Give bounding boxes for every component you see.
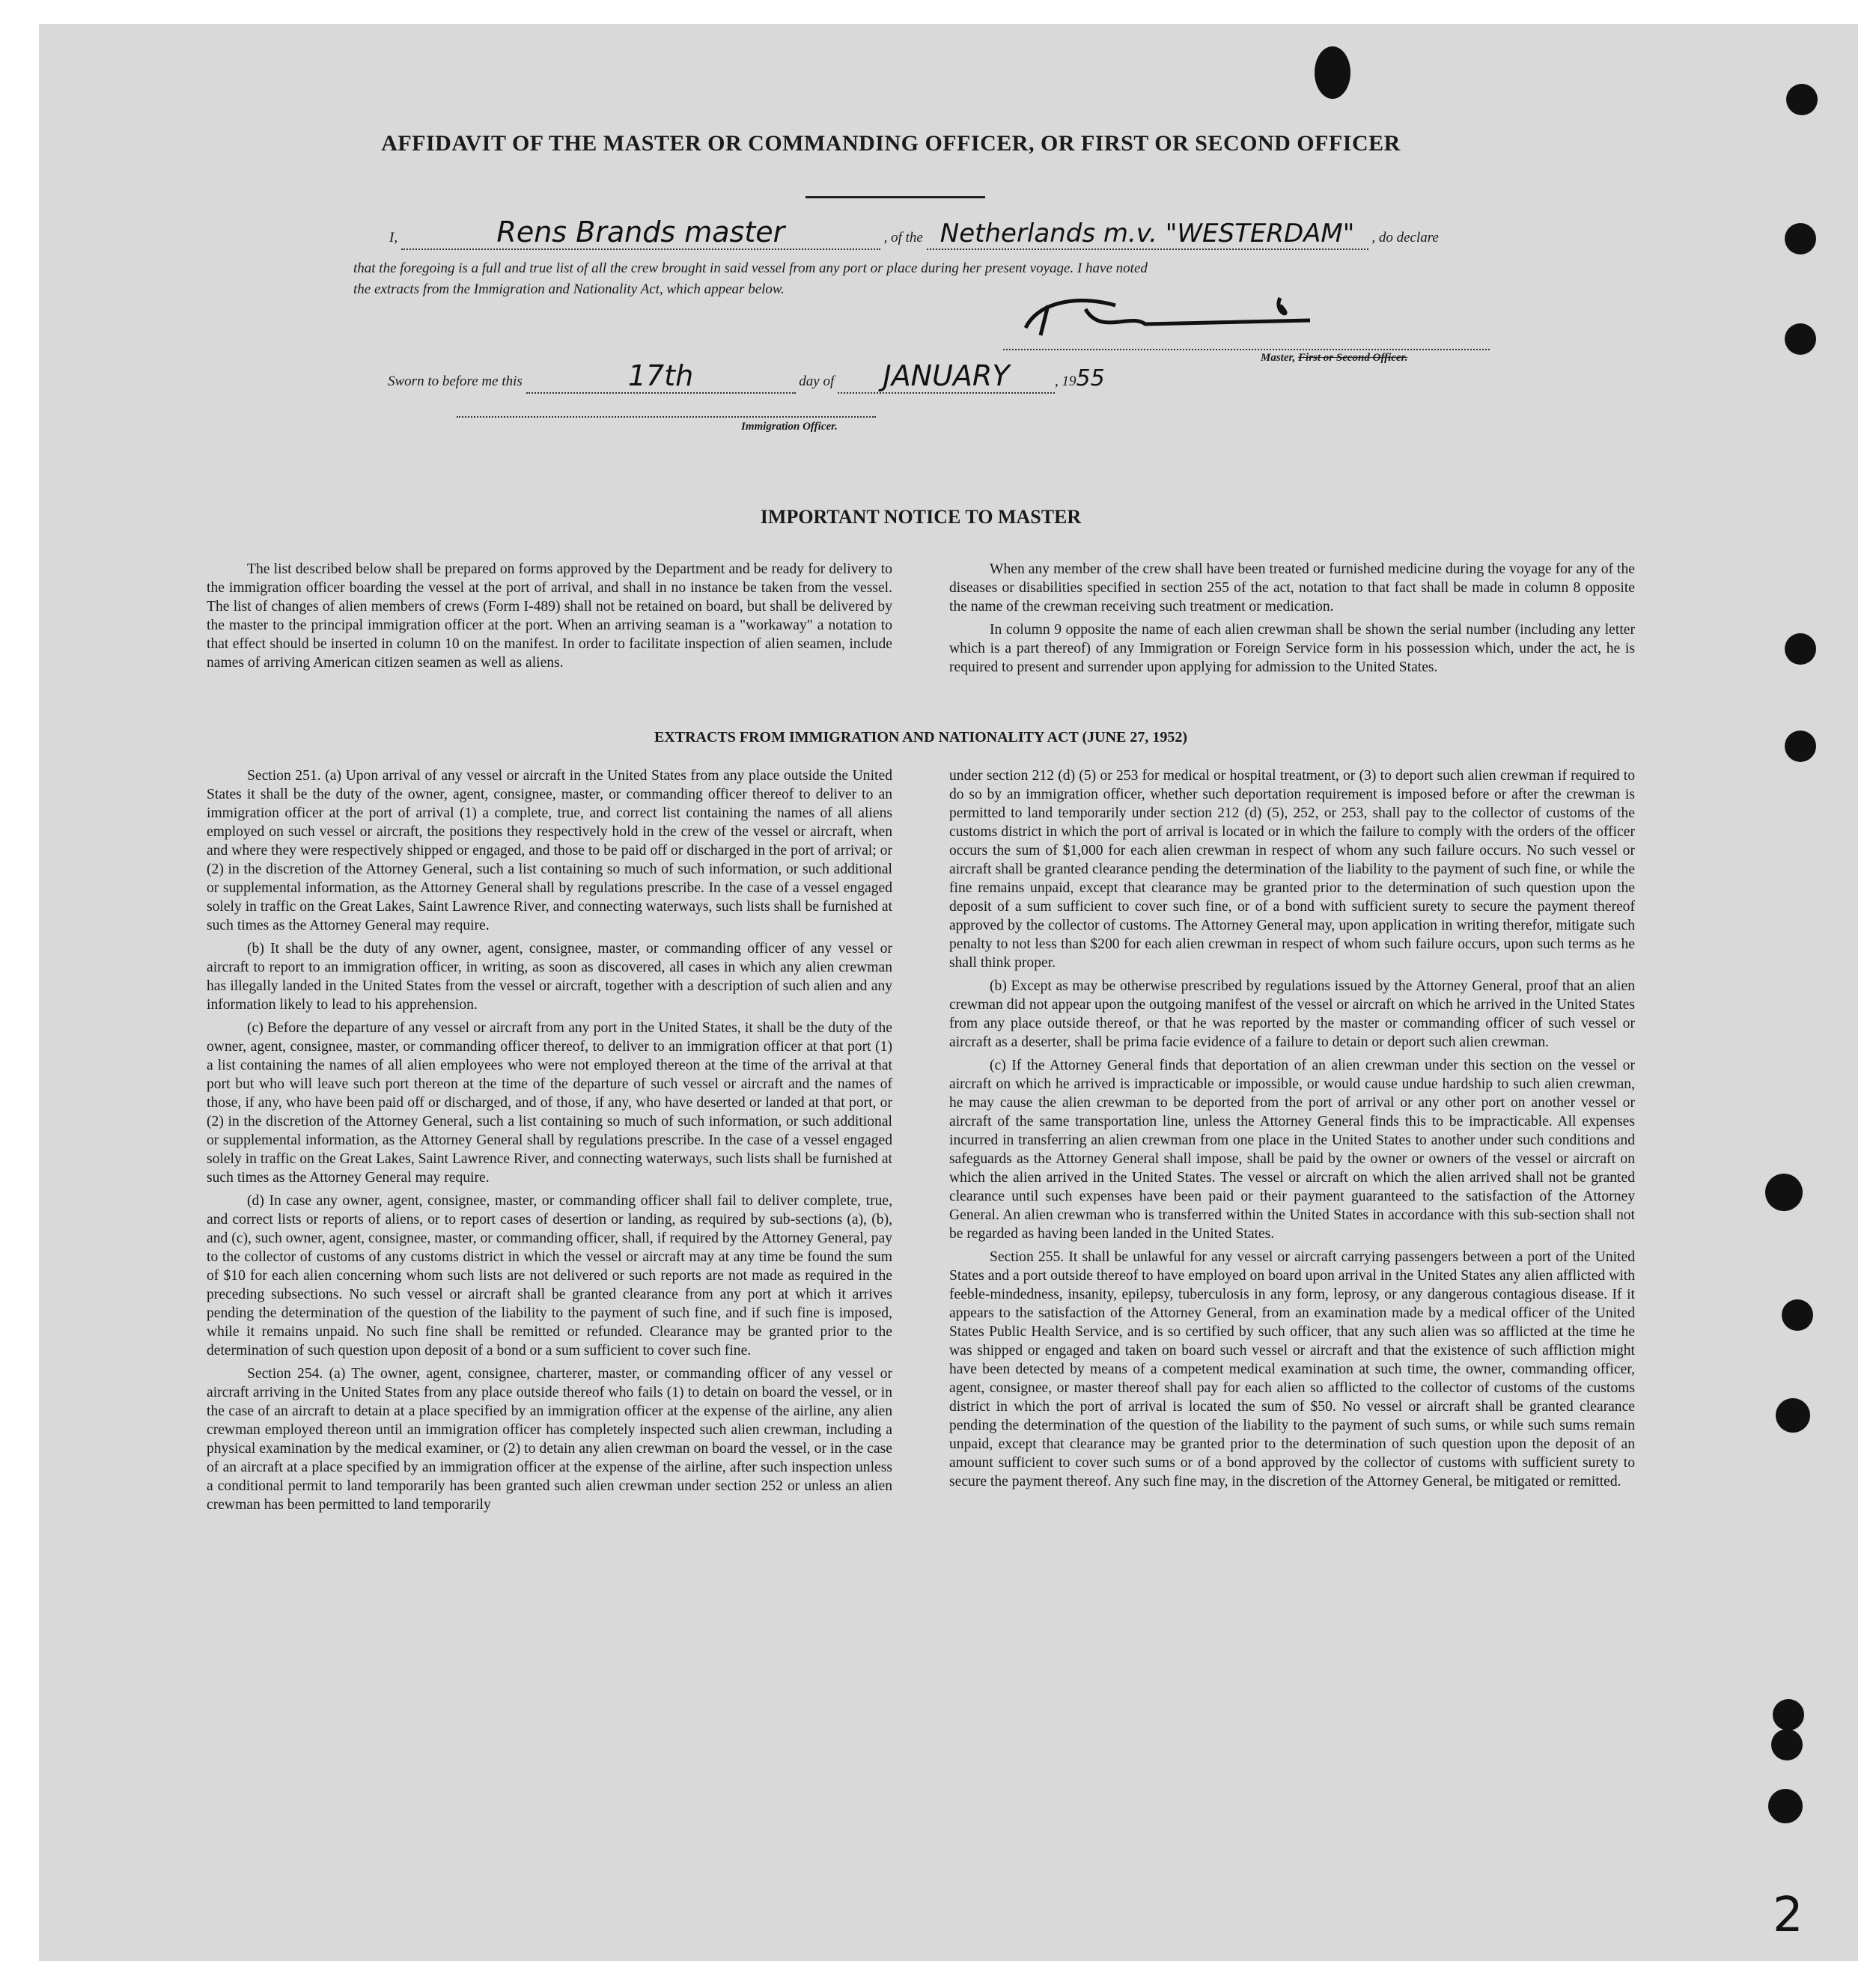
punch-hole xyxy=(1773,1699,1804,1731)
affidavit-line-3: the extracts from the Immigration and Nationality Act, which appear below. xyxy=(353,281,785,297)
punch-hole xyxy=(1776,1398,1810,1433)
affidavit-line-1 xyxy=(389,216,1512,250)
punch-hole xyxy=(1786,84,1818,115)
section-254-b: (b) Except as may be otherwise prescribed by regulations issued by the Attorney General, proof that an alien crewman did not appear upon the outgoing manifest of the vessel or aircraft on which he arrived in the United States from any place outside thereof, or that he was reported by the master or commanding officer of such vessel or aircraft as a deserter, shall be prima facie evidence of a failure to detain or deport such alien crewman. xyxy=(949,978,1635,1050)
notice-left xyxy=(207,560,892,677)
master-name-field xyxy=(401,216,880,250)
sworn-month: JANUARY xyxy=(883,359,1010,392)
section-254-a: Section 254. (a) The owner, agent, consignee, charterer, master, or commanding officer of any vessel or aircraft arriving in the United States from any place outside thereof who fails (1) to detain on board the vessel, or in the case of an aircraft to detain at a place specified by an immigration officer at the expense of the airline, any alien crewman employed thereon until an immigration officer has completely inspected such alien crewman, including a physical examination by the medical examiner, or (2) to detain any alien crewman on board the vessel, or in the case of an aircraft at a place specified by an immigration officer at the expense of the airline, after such inspection unless a conditional permit to land temporarily has been granted such alien crewman under section 252 or unless an alien crewman has been permitted to land temporarily xyxy=(207,1366,892,1513)
title-underline xyxy=(805,196,985,198)
notice-right xyxy=(949,560,1635,681)
day-of-label: day of xyxy=(799,373,835,389)
punch-hole xyxy=(1771,1729,1803,1760)
year-prefix: , 19 xyxy=(1055,373,1076,389)
section-251-a: Section 251. (a) Upon arrival of any vessel or aircraft in the United States from any place outside the United States it shall be the duty of the owner, agent, consignee, master, or commanding officer thereof to deliver to an immigration officer at the port of arrival (1) a complete, true, and correct list containing the names of all aliens employed on such vessel or aircraft, the positions they respectively hold in the crew of the vessel or aircraft, when and where they were respectively shipped or engaged, and those to be paid off or discharged in the port of arrival; or (2) in the discretion of the Attorney General, such a list containing so much of such information, or such additional or supplemental information, as the Attorney General shall by regulations prescribe. In the case of a vessel engaged solely in traffic on the Great Lakes, Saint Lawrence River, and connecting waterways, such lists shall be furnished at such times as the Attorney General may require. xyxy=(207,768,892,933)
punch-hole xyxy=(1785,633,1816,665)
sworn-day-field xyxy=(526,359,796,394)
affidavit-title: AFFIDAVIT OF THE MASTER OR COMMANDING OFFICER, OR FIRST OR SECOND OFFICER xyxy=(381,131,1401,156)
sworn-month-field xyxy=(838,359,1055,394)
officer-struck-label: First or Second Officer. xyxy=(1298,352,1408,364)
section-251-d: (d) In case any owner, agent, consignee, master, or commanding officer shall fail to deliver complete, true, and correct lists or reports of aliens, or to report cases of desertion or landing, as required by sub-sections (a), (b), and (c), such owner, agent, consignee, master, or commanding officer, shall, if required by the Attorney General, pay to the collector of customs of any customs district in which the vessel or aircraft may at any time be found the sum of $10 for each alien concerning whom such lists are not delivered or such reports are not made as required in the preceding subsections. No such vessel or aircraft shall be granted clearance from any port at which it arrives pending the determination of the question of the liability to the payment of such fine, and if such fine is imposed, while it remains unpaid. No such fine shall be remitted or refunded. Clearance may be granted prior to the determination of such question upon deposit of a bond or a sum sufficient to cover such fine. xyxy=(207,1193,892,1359)
of-the-label: , of the xyxy=(883,230,923,246)
master-title-label xyxy=(1261,352,1407,365)
declare-label: , do declare xyxy=(1371,230,1439,246)
declaration-prefix: I, xyxy=(389,230,398,246)
sworn-day: 17th xyxy=(627,359,694,392)
notice-right-text-2: In column 9 opposite the name of each alien crewman shall be shown the serial number (including any letter which is a part thereof) of any Immigration or Foreign Service form in his possession which, under the act, he is required to present and surrender upon applying for admission to the United States. xyxy=(949,622,1635,675)
page-number: 2 xyxy=(1773,1888,1803,1943)
section-254-c: (c) If the Attorney General finds that deportation of an alien crewman under this section on the vessel or aircraft on which he arrived is impracticable or impossible, or would cause undue hardship to such alien crewman, he may cause the alien crewman to be deported from the port of arrival or any other port on another vessel or aircraft of the same transportation line, unless the Attorney General finds this to be impracticable. All expenses incurred in transferring an alien crewman from one place in the United States to another under such conditions and safeguards as the Attorney General shall impose, shall be paid by the owner or owners of the vessel or aircraft on which the alien arrived in the United States. The vessel or aircraft on which the alien arrived shall not be granted clearance until such expenses have been paid or their payment guaranteed to the satisfaction of the Attorney General. An alien crewman who is transferred within the United States in accordance with this sub-section shall not be regarded as having been landed in the United States. xyxy=(949,1058,1635,1242)
sworn-prefix: Sworn to before me this xyxy=(388,373,523,389)
immigration-officer-label: Immigration Officer. xyxy=(741,421,838,433)
punch-hole xyxy=(1768,1789,1803,1823)
vessel-field xyxy=(927,219,1368,250)
punch-hole xyxy=(1782,1299,1813,1331)
notice-title: IMPORTANT NOTICE TO MASTER xyxy=(760,506,1082,528)
notice-right-text-1: When any member of the crew shall have been treated or furnished medicine during the voyage for any of the diseases or disabilities specified in section 255 of the act, notation to that fact shall be made in column 8 opposite the name of the crewman receiving such treatment or medication. xyxy=(949,561,1635,615)
extracts-title: EXTRACTS FROM IMMIGRATION AND NATIONALITY ACT (JUNE 27, 1952) xyxy=(654,729,1188,745)
punch-hole xyxy=(1765,1174,1803,1211)
section-251-b: (b) It shall be the duty of any owner, agent, consignee, master, or commanding officer of any vessel or aircraft to report to an immigration officer, in writing, as soon as discovered, all cases in which any alien crewman has illegally landed in the United States from the vessel or aircraft, together with a description of such alien and any information likely to lead to his apprehension. xyxy=(207,941,892,1013)
punch-hole xyxy=(1785,223,1816,254)
punch-hole xyxy=(1785,323,1816,355)
sworn-year: 55 xyxy=(1076,365,1105,391)
section-254-a-cont: under section 212 (d) (5) or 253 for medical or hospital treatment, or (3) to deport such alien crewman if required to do so by an immigration officer, whether such deportation requirement is imposed before or after the crewman is permitted to land temporarily under section 212 (d) (5), 252, or 253, shall pay to the collector of customs of the customs district in which the port of arrival is located or in which the failure to comply with the orders of the officer occurs the sum of $1,000 for each alien crewman in respect of whom any such failure occurs. No such vessel or aircraft shall be granted clearance pending the determination of the liability to the payment of such fine, or while the fine remains unpaid, except that clearance may be granted prior to the determination of such question upon the deposit of a sum sufficient to cover such fine, or of a bond with sufficient surety to secure the payment thereof approved by the collector of customs. The Attorney General may, upon application in writing therefor, mitigate such penalty to not less than $200 for each alien crewman in respect of whom such failure occurs, upon such terms as he shall think proper. xyxy=(949,768,1635,971)
officer-line xyxy=(457,416,876,418)
extracts-left xyxy=(207,766,892,1519)
ink-blot xyxy=(1315,46,1350,99)
section-255: Section 255. It shall be unlawful for any vessel or aircraft carrying passengers between a port of the United States and a port outside thereof to have employed on board upon arrival in the United States any alien afflicted with feeble-mindedness, insanity, epilepsy, tuberculosis in any form, leprosy, or any dangerous contagious disease. If it appears to the satisfaction of the Attorney General, from an examination made by a medical officer of the United States Public Health Service, and is so certified by such officer, that any such alien was so afflicted at the time he was shipped or engaged and taken on board such vessel or aircraft and that the existence of such affliction might have been detected by means of a competent medical examination at such time, the owner, commanding officer, agent, consignee, or master thereof shall pay for each alien so afflicted to the collector of customs of the customs district in which the port of arrival is located the sum of $50. No vessel or aircraft shall be granted clearance pending the determination of the question of the liability to the payment of such sums, or while such sums remain unpaid, except that clearance may be granted prior to the determination of such question upon the deposit of an amount sufficient to cover such sums or of a bond approved by the collector of customs with sufficient surety to secure the payment thereof. Any such fine may, in the discretion of the Attorney General, be mitigated or remitted. xyxy=(949,1249,1635,1489)
master-label: Master, xyxy=(1261,352,1296,364)
affidavit-line-2: that the foregoing is a full and true list of all the crew brought in said vessel from any port or place during her present voyage. I have noted xyxy=(353,260,1148,276)
section-251-c: (c) Before the departure of any vessel or aircraft from any port in the United States, it shall be the duty of the owner, agent, consignee, master, or commanding officer thereof, to deliver to an immigration officer at that port (1) a list containing the names of all alien employees who were not employed thereon at the time of the arrival at that port but who will leave such port thereon at the time of the departure of such vessel or aircraft and the names of those, if any, who have been paid off or discharged, and of those, if any, who have deserted or landed at that port, or (2) in the discretion of the Attorney General, such a list containing so much of such information, or such additional or supplemental information, as the Attorney General shall by regulations prescribe. In the case of a vessel engaged solely in traffic on the Great Lakes, Saint Lawrence River, and connecting waterways, such lists shall be furnished at such times as the Attorney General may require. xyxy=(207,1020,892,1186)
punch-hole xyxy=(1785,731,1816,762)
vessel-name: Netherlands m.v. "WESTERDAM" xyxy=(939,219,1355,248)
signature-line xyxy=(1003,349,1490,350)
master-name: Rens Brands master xyxy=(496,216,785,248)
notice-left-text: The list described below shall be prepared on forms approved by the Department and be ready for delivery to the immigration officer boarding the vessel at the port of arrival, and shall in no instance be taken from the vessel. The list of changes of alien members of crews (Form I-489) shall not be retained on board, but shall be delivered by the master to the principal immigration officer at the port. When an arriving seaman is a "workaway" a notation to that effect should be inserted in column 10 on the manifest. In order to facilitate inspection of alien seamen, include names of arriving American citizen seamen as well as aliens. xyxy=(207,561,892,671)
extracts-right xyxy=(949,766,1635,1495)
master-signature xyxy=(996,283,1340,350)
sworn-line xyxy=(388,359,1105,394)
